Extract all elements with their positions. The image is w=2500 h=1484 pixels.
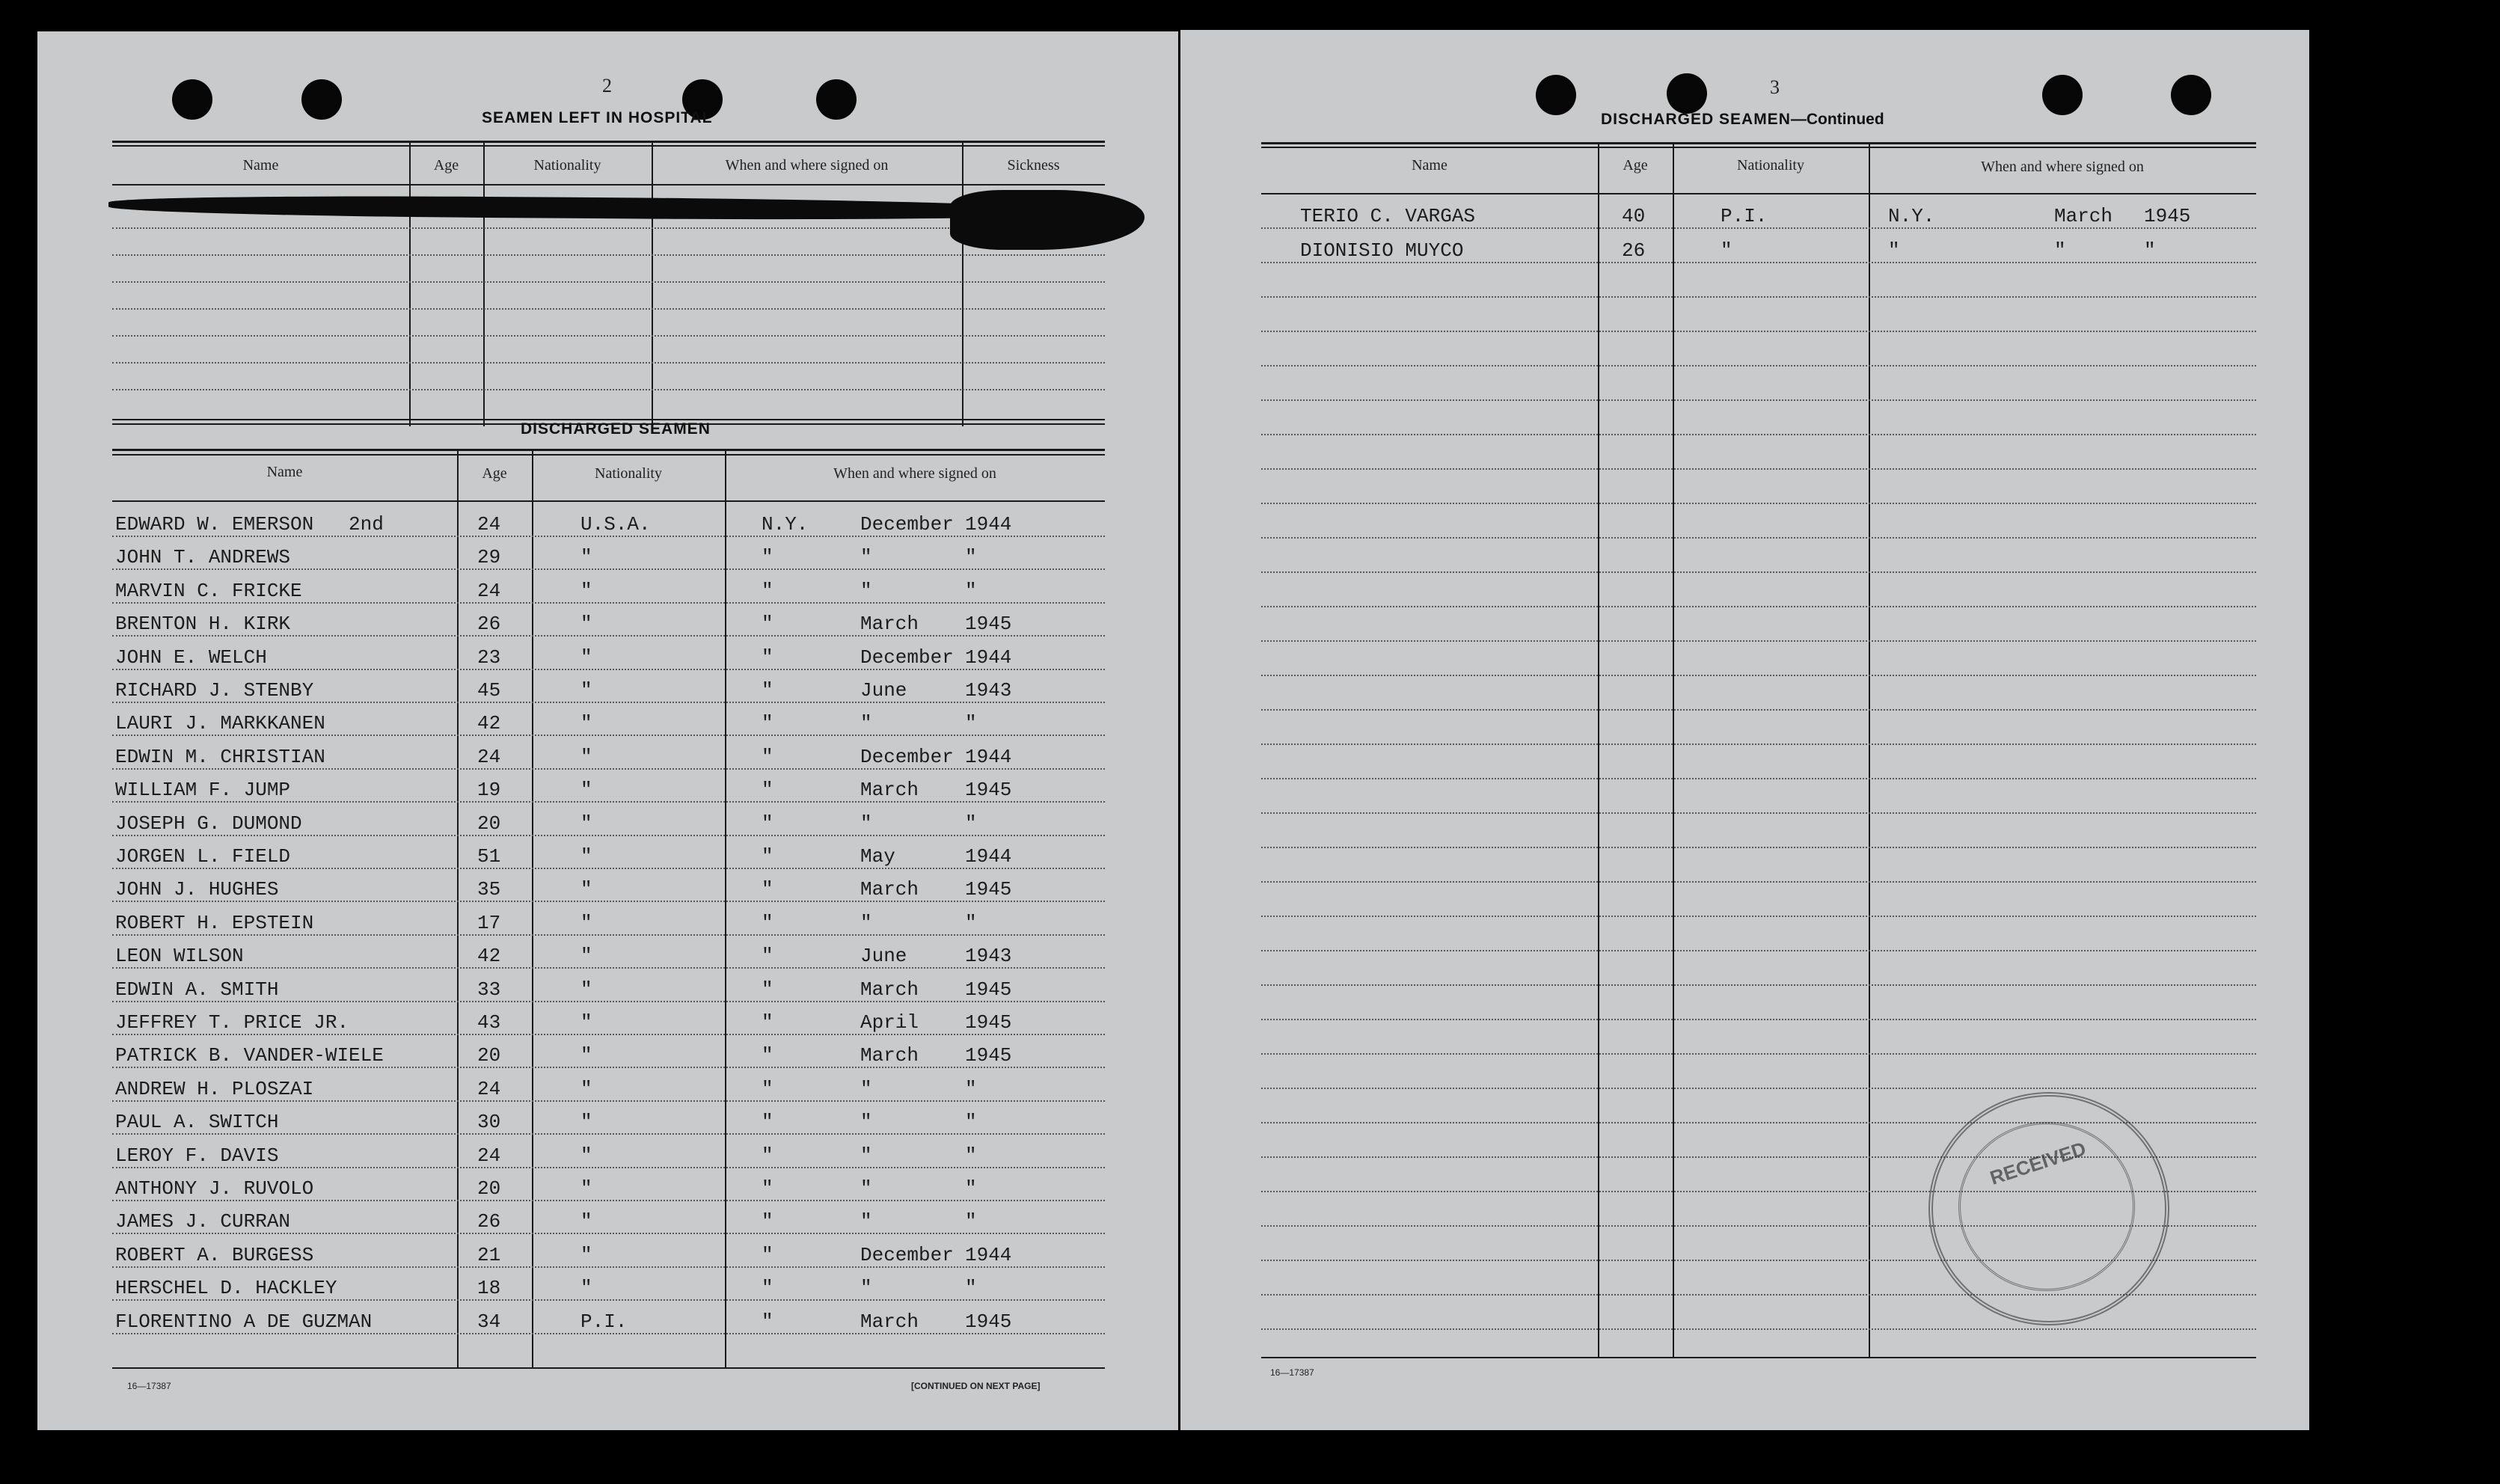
- seaman-nationality: ": [580, 878, 592, 901]
- seaman-nationality: ": [580, 779, 592, 802]
- seaman-name: EDWIN M. CHRISTIAN: [115, 745, 325, 768]
- signed-on-year: 1944: [965, 845, 1012, 868]
- header-age: Age: [482, 465, 507, 482]
- seaman-nationality: P.I.: [580, 1310, 628, 1333]
- punch-hole: [1667, 73, 1707, 114]
- row-rule: [112, 1034, 1105, 1035]
- row-rule: [1261, 950, 2256, 951]
- seaman-name: JORGEN L. FIELD: [115, 845, 291, 868]
- column-divider: [962, 141, 963, 426]
- signed-on-month: March: [860, 613, 919, 636]
- seaman-age: 24: [477, 1077, 501, 1100]
- row-rule: [112, 1100, 1105, 1102]
- signed-on-month: ": [860, 1111, 872, 1134]
- seaman-age: 40: [1622, 205, 1646, 227]
- seaman-nationality: ": [580, 646, 592, 669]
- signed-on-year: 1945: [965, 1011, 1012, 1034]
- signed-on-month: ": [860, 1144, 872, 1167]
- signed-on-place: ": [762, 1310, 773, 1333]
- row-rule: [112, 602, 1105, 604]
- header-signed-on: When and where signed on: [725, 157, 889, 174]
- row-rule: [112, 835, 1105, 836]
- seaman-nationality: ": [580, 845, 592, 868]
- signed-on-year: 1945: [2144, 205, 2191, 227]
- row-rule: [1261, 606, 2256, 607]
- row-rule: [1261, 847, 2256, 848]
- signed-on-month: ": [860, 1277, 872, 1300]
- form-number: 16—17387: [127, 1381, 171, 1391]
- signed-on-month: ": [860, 1210, 872, 1233]
- signed-on-place: ": [762, 1243, 773, 1266]
- column-divider: [1598, 142, 1599, 1358]
- seaman-name: LEON WILSON: [115, 945, 244, 968]
- seaman-age: 51: [477, 845, 501, 868]
- header-nationality: Nationality: [595, 465, 662, 482]
- signed-on-place: ": [762, 812, 773, 835]
- signed-on-place: ": [762, 1277, 773, 1300]
- signed-on-year: 1945: [965, 978, 1012, 1001]
- row-rule: [112, 901, 1105, 902]
- signed-on-year: 1945: [965, 1310, 1012, 1333]
- row-rule: [112, 1200, 1105, 1201]
- row-rule: [112, 1233, 1105, 1234]
- seaman-age: 23: [477, 646, 501, 669]
- row-rule: [112, 308, 1105, 310]
- signed-on-month: May: [860, 845, 895, 868]
- punch-hole: [816, 79, 857, 120]
- seaman-age: 43: [477, 1011, 501, 1034]
- seaman-nationality: ": [580, 812, 592, 835]
- seaman-name: ANTHONY J. RUVOLO: [115, 1177, 314, 1200]
- signed-on-month: March: [860, 779, 919, 802]
- discharged-section-title: DISCHARGED SEAMEN: [521, 420, 711, 438]
- signed-on-place: ": [762, 845, 773, 868]
- row-rule: [112, 568, 1105, 570]
- signed-on-place: ": [762, 1011, 773, 1034]
- seaman-name: JOHN T. ANDREWS: [115, 546, 291, 569]
- seaman-name: PATRICK B. VANDER-WIELE: [115, 1044, 384, 1067]
- signed-on-month: ": [860, 812, 872, 835]
- signed-on-year: ": [965, 1177, 977, 1200]
- table-rule: [1261, 1357, 2256, 1358]
- seaman-name: WILLIAM F. JUMP: [115, 779, 291, 802]
- signed-on-year: ": [965, 579, 977, 602]
- punch-hole: [1536, 75, 1576, 115]
- signed-on-year: 1943: [965, 945, 1012, 968]
- seaman-name: JOSEPH G. DUMOND: [115, 812, 302, 835]
- seaman-nationality: ": [580, 1077, 592, 1100]
- seaman-name: JOHN E. WELCH: [115, 646, 267, 669]
- seaman-name: RICHARD J. STENBY: [115, 679, 314, 702]
- signed-on-year: 1944: [965, 646, 1012, 669]
- signed-on-place: ": [762, 779, 773, 802]
- row-rule: [1261, 365, 2256, 367]
- hospital-section-title: SEAMEN LEFT IN HOSPITAL: [482, 109, 713, 126]
- signed-on-place: ": [762, 613, 773, 636]
- received-stamp-inner: [1958, 1122, 2135, 1291]
- row-rule: [112, 1067, 1105, 1068]
- row-rule: [1261, 296, 2256, 298]
- column-divider: [652, 141, 653, 426]
- signed-on-place: ": [762, 978, 773, 1001]
- signed-on-month: ": [860, 1077, 872, 1100]
- seaman-age: 20: [477, 1044, 501, 1067]
- seaman-name: FLORENTINO A DE GUZMAN: [115, 1310, 373, 1333]
- continued-note: [CONTINUED ON NEXT PAGE]: [911, 1381, 1041, 1391]
- signed-on-year: 1943: [965, 679, 1012, 702]
- signed-on-month: ": [860, 546, 872, 569]
- signed-on-year: ": [965, 1277, 977, 1300]
- row-rule: [1261, 881, 2256, 883]
- signed-on-month: December: [860, 513, 954, 536]
- seaman-name: PAUL A. SWITCH: [115, 1111, 279, 1134]
- signed-on-year: 1944: [965, 745, 1012, 768]
- seaman-age: 24: [477, 579, 501, 602]
- signed-on-place: ": [762, 878, 773, 901]
- row-rule: [1261, 537, 2256, 539]
- seaman-name: ANDREW H. PLOSZAI: [115, 1077, 314, 1100]
- signed-on-year: ": [965, 1111, 977, 1134]
- row-rule: [112, 635, 1105, 637]
- seaman-age: 24: [477, 513, 501, 536]
- seaman-age: 20: [477, 812, 501, 835]
- seaman-name: TERIO C. VARGAS: [1300, 205, 1476, 227]
- seaman-nationality: ": [580, 745, 592, 768]
- punch-hole: [301, 79, 342, 120]
- seaman-age: 30: [477, 1111, 501, 1134]
- row-rule: [112, 1001, 1105, 1002]
- row-rule: [1261, 503, 2256, 504]
- row-rule: [1261, 709, 2256, 711]
- table-rule: [1261, 142, 2256, 144]
- row-rule: [1261, 640, 2256, 642]
- seaman-nationality: U.S.A.: [580, 513, 651, 536]
- row-rule: [1261, 778, 2256, 779]
- seaman-nationality: ": [580, 579, 592, 602]
- row-rule: [112, 335, 1105, 337]
- seaman-age: 42: [477, 945, 501, 968]
- signed-on-month: ": [2054, 239, 2066, 262]
- column-divider: [725, 449, 726, 1369]
- seaman-nationality: ": [1721, 239, 1732, 262]
- row-rule: [112, 768, 1105, 770]
- signed-on-year: ": [965, 911, 977, 934]
- seaman-age: 19: [477, 779, 501, 802]
- row-rule: [112, 362, 1105, 364]
- signed-on-place: ": [762, 911, 773, 934]
- row-rule: [1261, 1053, 2256, 1055]
- signed-on-month: March: [860, 978, 919, 1001]
- title-main: DISCHARGED SEAMEN: [1601, 111, 1791, 128]
- row-rule: [112, 281, 1105, 283]
- punch-hole: [2042, 75, 2083, 115]
- discharged-continued-title: [1601, 111, 1884, 129]
- seaman-nationality: ": [580, 1210, 592, 1233]
- page-number: 2: [602, 75, 612, 96]
- row-rule: [112, 389, 1105, 390]
- signed-on-year: ": [965, 1077, 977, 1100]
- table-rule: [112, 454, 1105, 456]
- header-name: Name: [1412, 157, 1447, 174]
- seaman-age: 21: [477, 1243, 501, 1266]
- row-rule: [1261, 1019, 2256, 1020]
- punch-hole: [172, 79, 212, 120]
- signed-on-month: March: [2054, 205, 2113, 227]
- signed-on-month: June: [860, 679, 907, 702]
- signed-on-place: ": [762, 945, 773, 968]
- table-rule: [112, 184, 1105, 186]
- redaction-mark: [108, 194, 1081, 221]
- seaman-name: DIONISIO MUYCO: [1300, 239, 1464, 262]
- seaman-age: 29: [477, 546, 501, 569]
- seaman-age: 26: [477, 1210, 501, 1233]
- seaman-nationality: ": [580, 1277, 592, 1300]
- seaman-name: LAURI J. MARKKANEN: [115, 712, 325, 735]
- signed-on-place: N.Y.: [1888, 205, 1935, 227]
- signed-on-year: 1944: [965, 513, 1012, 536]
- redaction-mark: [950, 190, 1145, 250]
- signed-on-place: ": [762, 745, 773, 768]
- table-rule: [112, 449, 1105, 451]
- column-divider: [409, 141, 411, 426]
- seaman-name: HERSCHEL D. HACKLEY: [115, 1277, 337, 1300]
- row-rule: [112, 1266, 1105, 1268]
- row-rule: [1261, 331, 2256, 332]
- signed-on-place: ": [762, 646, 773, 669]
- column-divider: [483, 141, 485, 426]
- signed-on-year: ": [965, 812, 977, 835]
- table-rule: [1261, 193, 2256, 194]
- row-rule: [112, 669, 1105, 670]
- seaman-nationality: ": [580, 945, 592, 968]
- seaman-nationality: P.I.: [1721, 205, 1768, 227]
- signed-on-month: March: [860, 1310, 919, 1333]
- signed-on-place: ": [762, 1111, 773, 1134]
- row-rule: [1261, 916, 2256, 917]
- seaman-nationality: ": [580, 679, 592, 702]
- header-nationality: Nationality: [533, 157, 601, 174]
- signed-on-year: 1944: [965, 1243, 1012, 1266]
- seaman-age: 35: [477, 878, 501, 901]
- seaman-nationality: ": [580, 911, 592, 934]
- seaman-nationality: ": [580, 1011, 592, 1034]
- signed-on-month: ": [860, 1177, 872, 1200]
- stamp-text: RECEIVED: [1987, 1137, 2089, 1189]
- seaman-name: BRENTON H. KIRK: [115, 613, 291, 636]
- title-continued: —Continued: [1790, 111, 1884, 128]
- signed-on-year: 1945: [965, 779, 1012, 802]
- seaman-age: 33: [477, 978, 501, 1001]
- signed-on-place: ": [762, 1044, 773, 1067]
- signed-on-place: ": [762, 579, 773, 602]
- seaman-age: 18: [477, 1277, 501, 1300]
- row-rule: [112, 702, 1105, 703]
- seaman-age: 26: [1622, 239, 1646, 262]
- form-number: 16—17387: [1270, 1367, 1314, 1378]
- seaman-age: 17: [477, 911, 501, 934]
- column-divider: [457, 449, 459, 1369]
- signed-on-year: ": [965, 1210, 977, 1233]
- signed-on-year: ": [965, 712, 977, 735]
- row-rule: [112, 1333, 1105, 1334]
- page-number: 3: [1770, 76, 1780, 98]
- header-nationality: Nationality: [1737, 157, 1804, 174]
- seaman-name: JAMES J. CURRAN: [115, 1210, 291, 1233]
- signed-on-place: ": [762, 1077, 773, 1100]
- row-rule: [1261, 984, 2256, 986]
- seaman-nationality: ": [580, 1144, 592, 1167]
- row-rule: [112, 536, 1105, 537]
- seaman-name: MARVIN C. FRICKE: [115, 579, 302, 602]
- table-rule: [1261, 147, 2256, 148]
- column-divider: [532, 449, 533, 1369]
- seaman-age: 34: [477, 1310, 501, 1333]
- table-rule: [112, 141, 1105, 143]
- column-divider: [1673, 142, 1674, 1358]
- signed-on-year: 1945: [965, 878, 1012, 901]
- signed-on-place: ": [762, 1177, 773, 1200]
- row-rule: [112, 868, 1105, 869]
- row-rule: [112, 934, 1105, 936]
- signed-on-year: ": [965, 1144, 977, 1167]
- signed-on-month: March: [860, 1044, 919, 1067]
- seaman-age: 42: [477, 712, 501, 735]
- signed-on-year: ": [2144, 239, 2156, 262]
- row-rule: [1261, 812, 2256, 814]
- signed-on-month: December: [860, 646, 954, 669]
- seaman-name: EDWIN A. SMITH: [115, 978, 279, 1001]
- signed-on-month: April: [860, 1011, 919, 1034]
- header-age: Age: [1623, 157, 1648, 174]
- row-rule: [1261, 468, 2256, 470]
- seaman-name: JEFFREY T. PRICE JR.: [115, 1011, 349, 1034]
- seaman-name: ROBERT A. BURGESS: [115, 1243, 314, 1266]
- signed-on-month: December: [860, 745, 954, 768]
- signed-on-year: 1945: [965, 613, 1012, 636]
- seaman-age: 26: [477, 613, 501, 636]
- row-rule: [1261, 434, 2256, 435]
- punch-hole: [2171, 75, 2211, 115]
- table-rule: [112, 1367, 1105, 1369]
- signed-on-month: December: [860, 1243, 954, 1266]
- seaman-name: JOHN J. HUGHES: [115, 878, 279, 901]
- signed-on-place: ": [762, 712, 773, 735]
- left-page: [37, 31, 1178, 1430]
- signed-on-place: ": [762, 1144, 773, 1167]
- right-page: [1180, 30, 2309, 1430]
- seaman-name: EDWARD W. EMERSON 2nd: [115, 513, 384, 536]
- seaman-name: ROBERT H. EPSTEIN: [115, 911, 314, 934]
- seaman-name: LEROY F. DAVIS: [115, 1144, 279, 1167]
- seaman-nationality: ": [580, 1111, 592, 1134]
- signed-on-place: N.Y.: [762, 513, 809, 536]
- row-rule: [112, 801, 1105, 803]
- signed-on-month: June: [860, 945, 907, 968]
- seaman-nationality: ": [580, 613, 592, 636]
- seaman-nationality: ": [580, 978, 592, 1001]
- signed-on-month: ": [860, 911, 872, 934]
- row-rule: [112, 1133, 1105, 1135]
- row-rule: [1261, 743, 2256, 745]
- table-rule: [112, 500, 1105, 502]
- table-rule: [112, 145, 1105, 147]
- signed-on-month: ": [860, 712, 872, 735]
- header-signed-on: When and where signed on: [1981, 159, 2144, 175]
- row-rule: [1261, 675, 2256, 676]
- row-rule: [1261, 571, 2256, 573]
- signed-on-month: ": [860, 579, 872, 602]
- row-rule: [1261, 227, 2256, 229]
- seaman-nationality: ": [580, 1044, 592, 1067]
- header-sickness: Sickness: [1007, 157, 1060, 174]
- header-signed-on: When and where signed on: [833, 465, 996, 482]
- row-rule: [112, 967, 1105, 969]
- seaman-nationality: ": [580, 1243, 592, 1266]
- signed-on-month: March: [860, 878, 919, 901]
- row-rule: [112, 735, 1105, 736]
- seaman-age: 24: [477, 745, 501, 768]
- seaman-nationality: ": [580, 1177, 592, 1200]
- seaman-nationality: ": [580, 546, 592, 569]
- signed-on-place: ": [762, 679, 773, 702]
- signed-on-place: ": [762, 1210, 773, 1233]
- seaman-age: 20: [477, 1177, 501, 1200]
- column-divider: [1869, 142, 1870, 1358]
- signed-on-year: 1945: [965, 1044, 1012, 1067]
- row-rule: [112, 254, 1105, 256]
- row-rule: [1261, 262, 2256, 263]
- row-rule: [1261, 399, 2256, 401]
- seaman-nationality: ": [580, 712, 592, 735]
- row-rule: [112, 1167, 1105, 1168]
- header-age: Age: [433, 157, 459, 174]
- seaman-age: 45: [477, 679, 501, 702]
- row-rule: [1261, 1328, 2256, 1330]
- seaman-age: 24: [477, 1144, 501, 1167]
- header-name: Name: [242, 157, 279, 174]
- row-rule: [112, 1299, 1105, 1301]
- signed-on-place: ": [762, 546, 773, 569]
- signed-on-year: ": [965, 546, 977, 569]
- row-rule: [1261, 1088, 2256, 1089]
- signed-on-place: ": [1888, 239, 1900, 262]
- header-name: Name: [266, 464, 303, 480]
